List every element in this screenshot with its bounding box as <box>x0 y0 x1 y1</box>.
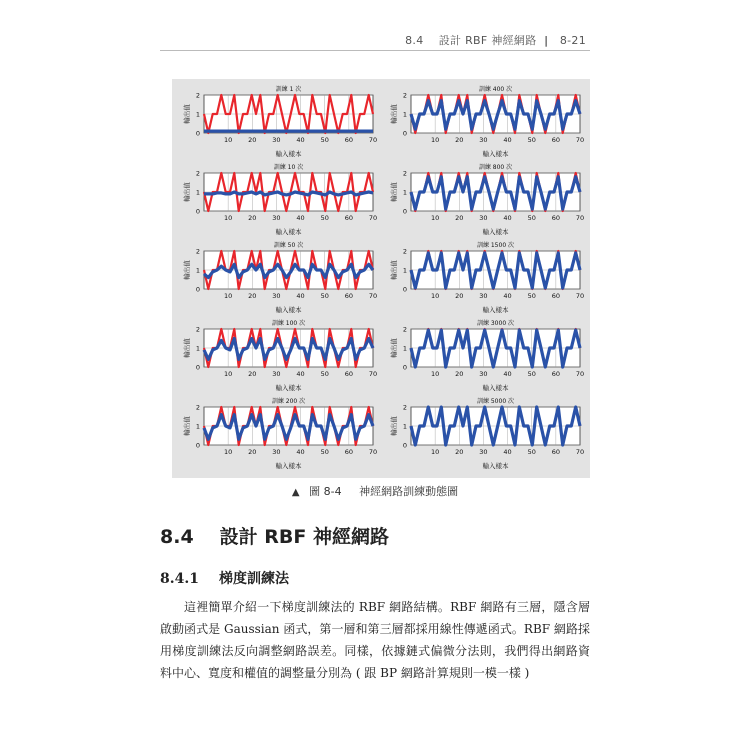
x-tick-label: 70 <box>368 136 378 144</box>
y-tick-label: 1 <box>402 422 407 431</box>
x-tick-label: 30 <box>272 448 281 456</box>
y-tick-label: 2 <box>402 403 407 412</box>
x-axis-label: 輸入樣本 <box>482 384 509 392</box>
figure-caption <box>0 483 750 499</box>
training-chart-panel <box>178 83 378 159</box>
chart-title: 訓練 800 次 <box>478 164 513 171</box>
x-tick-label: 60 <box>551 292 560 300</box>
x-tick-label: 10 <box>224 370 233 378</box>
caption-triangle-icon: ▲ <box>291 487 300 498</box>
x-axis-label: 輸入樣本 <box>275 462 302 470</box>
x-tick-label: 70 <box>575 292 585 300</box>
chart-title: 訓練 1500 次 <box>476 242 515 249</box>
x-tick-label: 10 <box>431 214 440 222</box>
y-tick-label: 1 <box>402 344 407 353</box>
y-tick-label: 1 <box>195 266 200 275</box>
x-tick-label: 70 <box>368 292 378 300</box>
header-section: 8.4 <box>405 34 424 47</box>
chart-title: 訓練 100 次 <box>271 320 306 327</box>
training-chart-panel <box>385 83 585 159</box>
x-tick-label: 20 <box>455 292 464 300</box>
y-tick-label: 1 <box>195 110 200 119</box>
x-tick-label: 60 <box>551 214 560 222</box>
x-axis-label: 輸入樣本 <box>482 306 509 314</box>
x-axis-label: 輸入樣本 <box>482 462 509 470</box>
x-tick-label: 70 <box>575 136 585 144</box>
x-tick-label: 30 <box>272 292 281 300</box>
x-tick-label: 20 <box>248 370 257 378</box>
y-tick-label: 2 <box>195 325 200 334</box>
page-number: 8-21 <box>559 34 586 47</box>
x-tick-label: 40 <box>503 448 512 456</box>
x-tick-label: 30 <box>479 448 488 456</box>
training-chart <box>178 83 378 159</box>
x-tick-label: 40 <box>503 292 512 300</box>
x-tick-label: 60 <box>344 136 353 144</box>
x-tick-label: 40 <box>296 370 305 378</box>
x-axis-label: 輸入樣本 <box>482 228 509 236</box>
y-tick-label: 0 <box>402 285 407 294</box>
training-chart <box>385 161 585 237</box>
training-chart <box>178 317 378 393</box>
x-tick-label: 60 <box>551 448 560 456</box>
y-axis-label: 輸出值 <box>390 104 398 124</box>
chart-title: 訓練 400 次 <box>478 86 513 93</box>
x-tick-label: 40 <box>296 448 305 456</box>
x-tick-label: 50 <box>527 292 536 300</box>
x-tick-label: 30 <box>272 214 281 222</box>
training-chart-panel <box>385 239 585 315</box>
x-tick-label: 70 <box>368 370 378 378</box>
training-chart <box>385 395 585 471</box>
x-tick-label: 70 <box>575 370 585 378</box>
training-chart-panel <box>385 317 585 393</box>
training-chart <box>385 83 585 159</box>
paragraph: 這裡簡單介紹一下梯度訓練法的 RBF 網路結構。RBF 網路有三層，隱含層啟動函式是 Gaussian 函式，第一層和第三層都採用線性傳遞函式。RBF 網路採用梯度訓練法反向調整網路誤差。同樣，依據鏈式偏微分法則，我們得出網路資料中心、寬度和權值的調整量分別為 ( 跟 BP 網路計算規則一模一樣 ) <box>160 600 590 680</box>
x-tick-label: 50 <box>320 214 329 222</box>
y-tick-label: 0 <box>195 207 200 216</box>
y-tick-label: 2 <box>195 247 200 256</box>
y-tick-label: 2 <box>195 403 200 412</box>
y-tick-label: 1 <box>402 110 407 119</box>
x-tick-label: 50 <box>527 370 536 378</box>
chart-title: 訓練 10 次 <box>273 164 304 171</box>
x-tick-label: 60 <box>551 136 560 144</box>
x-tick-label: 70 <box>368 214 378 222</box>
section-heading <box>160 522 389 549</box>
chart-title: 訓練 200 次 <box>271 398 306 405</box>
training-chart <box>178 239 378 315</box>
x-tick-label: 30 <box>479 292 488 300</box>
y-tick-label: 1 <box>195 422 200 431</box>
x-axis-label: 輸入樣本 <box>275 306 302 314</box>
training-chart-panel <box>178 395 378 471</box>
x-tick-label: 50 <box>527 136 536 144</box>
y-tick-label: 0 <box>402 129 407 138</box>
x-tick-label: 10 <box>431 136 440 144</box>
x-tick-label: 10 <box>224 448 233 456</box>
x-tick-label: 30 <box>479 370 488 378</box>
x-tick-label: 50 <box>320 292 329 300</box>
x-tick-label: 50 <box>527 448 536 456</box>
y-tick-label: 2 <box>195 91 200 100</box>
x-tick-label: 40 <box>503 370 512 378</box>
x-axis-label: 輸入樣本 <box>275 384 302 392</box>
x-tick-label: 20 <box>248 292 257 300</box>
x-tick-label: 50 <box>320 448 329 456</box>
x-tick-label: 30 <box>479 214 488 222</box>
y-axis-label: 輸出值 <box>183 338 191 358</box>
chart-title: 訓練 1 次 <box>275 86 302 93</box>
y-tick-label: 2 <box>402 169 407 178</box>
training-chart <box>385 317 585 393</box>
y-axis-label: 輸出值 <box>183 104 191 124</box>
header-title: 設計 RBF 神經網路 <box>438 34 537 47</box>
y-tick-label: 0 <box>402 207 407 216</box>
y-tick-label: 0 <box>195 441 200 450</box>
x-tick-label: 20 <box>455 136 464 144</box>
x-axis-label: 輸入樣本 <box>482 150 509 158</box>
chart-title: 訓練 3000 次 <box>476 320 515 327</box>
x-tick-label: 20 <box>248 448 257 456</box>
y-tick-label: 0 <box>402 363 407 372</box>
y-tick-label: 1 <box>402 188 407 197</box>
running-header <box>160 30 590 51</box>
x-tick-label: 20 <box>455 214 464 222</box>
training-chart-panel <box>385 395 585 471</box>
x-tick-label: 20 <box>455 448 464 456</box>
header-separator: | <box>544 34 549 47</box>
x-tick-label: 60 <box>551 370 560 378</box>
chart-title: 訓練 5000 次 <box>476 398 515 405</box>
y-axis-label: 輸出值 <box>183 260 191 280</box>
training-chart <box>178 395 378 471</box>
section-number: 8.4 <box>160 526 194 548</box>
y-axis-label: 輸出值 <box>183 182 191 202</box>
y-tick-label: 0 <box>195 363 200 372</box>
x-tick-label: 10 <box>431 370 440 378</box>
y-axis-label: 輸出值 <box>390 182 398 202</box>
x-tick-label: 30 <box>272 136 281 144</box>
y-tick-label: 1 <box>402 266 407 275</box>
training-chart <box>178 161 378 237</box>
training-chart-panel <box>178 317 378 393</box>
x-tick-label: 20 <box>248 136 257 144</box>
x-tick-label: 60 <box>344 448 353 456</box>
x-tick-label: 60 <box>344 214 353 222</box>
x-tick-label: 50 <box>320 370 329 378</box>
x-tick-label: 60 <box>344 292 353 300</box>
figure-training-dynamics <box>172 79 590 478</box>
body-text <box>160 596 590 684</box>
x-axis-label: 輸入樣本 <box>275 150 302 158</box>
section-title: 設計 RBF 神經網路 <box>219 526 389 548</box>
y-tick-label: 0 <box>195 285 200 294</box>
header-text <box>405 32 586 48</box>
caption-text: 神經網路訓練動態圖 <box>359 485 459 498</box>
x-tick-label: 40 <box>296 214 305 222</box>
x-tick-label: 30 <box>479 136 488 144</box>
x-tick-label: 40 <box>296 136 305 144</box>
x-tick-label: 70 <box>575 448 585 456</box>
y-tick-label: 0 <box>195 129 200 138</box>
y-axis-label: 輸出值 <box>183 416 191 436</box>
subsection-number: 8.4.1 <box>160 571 199 587</box>
x-tick-label: 50 <box>320 136 329 144</box>
x-tick-label: 20 <box>248 214 257 222</box>
x-tick-label: 40 <box>503 214 512 222</box>
x-tick-label: 50 <box>527 214 536 222</box>
caption-number: 圖 8-4 <box>309 485 342 498</box>
training-chart <box>385 239 585 315</box>
x-tick-label: 70 <box>368 448 378 456</box>
y-tick-label: 2 <box>402 247 407 256</box>
x-tick-label: 70 <box>575 214 585 222</box>
chart-title: 訓練 50 次 <box>273 242 304 249</box>
x-tick-label: 10 <box>431 292 440 300</box>
x-tick-label: 20 <box>455 370 464 378</box>
y-axis-label: 輸出值 <box>390 260 398 280</box>
y-tick-label: 1 <box>195 188 200 197</box>
x-tick-label: 40 <box>503 136 512 144</box>
y-axis-label: 輸出值 <box>390 416 398 436</box>
y-tick-label: 1 <box>195 344 200 353</box>
x-tick-label: 30 <box>272 370 281 378</box>
training-chart-panel <box>385 161 585 237</box>
subsection-title: 梯度訓練法 <box>218 571 289 587</box>
x-tick-label: 10 <box>224 136 233 144</box>
training-chart-panel <box>178 161 378 237</box>
x-tick-label: 60 <box>344 370 353 378</box>
x-tick-label: 10 <box>224 214 233 222</box>
x-tick-label: 10 <box>431 448 440 456</box>
x-tick-label: 40 <box>296 292 305 300</box>
x-axis-label: 輸入樣本 <box>275 228 302 236</box>
y-tick-label: 0 <box>402 441 407 450</box>
y-tick-label: 2 <box>195 169 200 178</box>
y-tick-label: 2 <box>402 91 407 100</box>
y-tick-label: 2 <box>402 325 407 334</box>
y-axis-label: 輸出值 <box>390 338 398 358</box>
x-tick-label: 10 <box>224 292 233 300</box>
training-chart-panel <box>178 239 378 315</box>
subsection-heading <box>160 568 289 588</box>
